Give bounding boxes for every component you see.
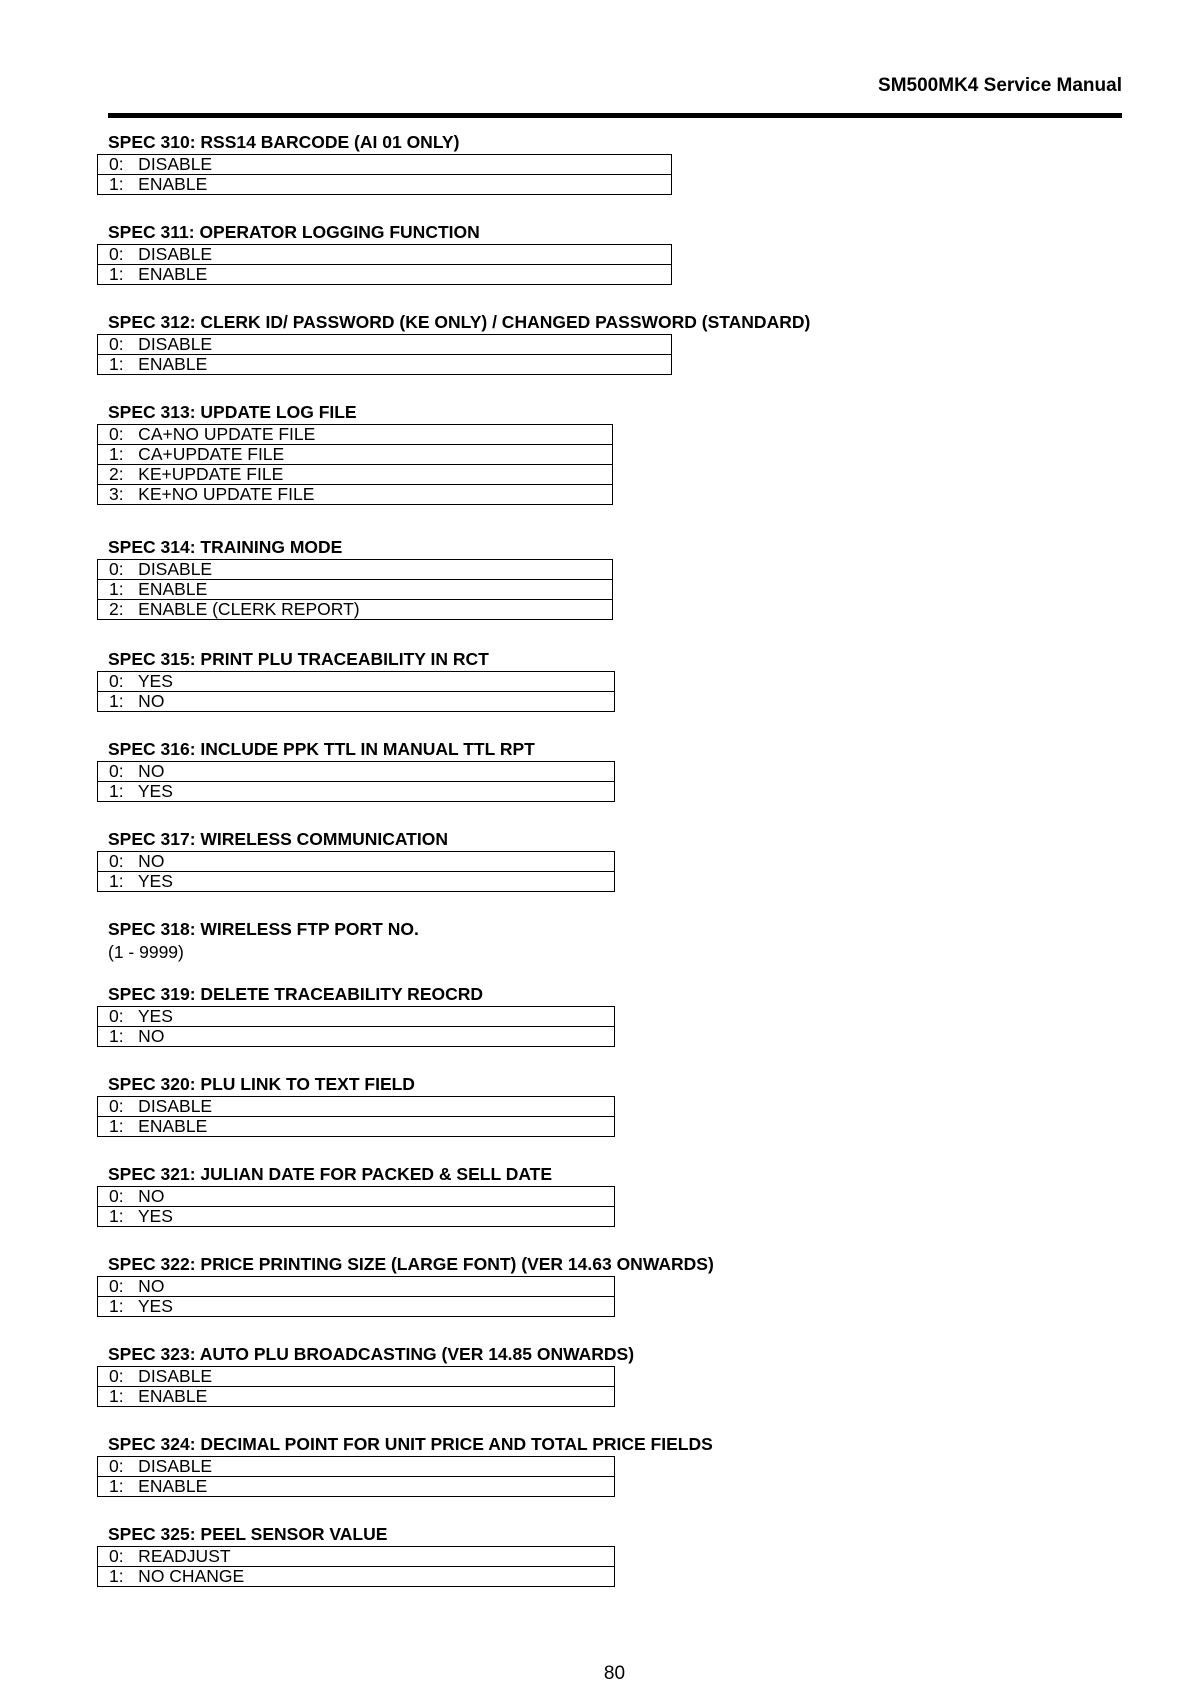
spec-block: [97, 739, 615, 802]
page-number: 80: [603, 1663, 626, 1684]
option-row: [98, 852, 615, 872]
option-value: 1: YES: [98, 782, 615, 802]
spec-title: SPEC 316: INCLUDE PPK TTL IN MANUAL TTL RPT: [108, 739, 535, 759]
spec-title: SPEC 312: CLERK ID/ PASSWORD (KE ONLY) / CHANGED PASSWORD (STANDARD): [108, 312, 811, 332]
option-row: [98, 580, 613, 600]
option-row: [98, 445, 613, 465]
spec-block: [97, 132, 672, 195]
options-table: [97, 559, 613, 620]
option-row: [98, 600, 613, 620]
option-value: 2: ENABLE (CLERK REPORT): [98, 600, 613, 620]
spec-title: SPEC 310: RSS14 BARCODE (AI 01 ONLY): [108, 132, 460, 152]
option-value: 0: READJUST: [98, 1547, 615, 1567]
spec-title: SPEC 321: JULIAN DATE FOR PACKED & SELL DATE: [108, 1164, 553, 1184]
spec-block: [97, 222, 672, 285]
option-row: [98, 1207, 615, 1227]
option-value: 0: YES: [98, 1007, 615, 1027]
option-value: 0: NO: [98, 1187, 615, 1207]
options-table: [97, 424, 613, 505]
spec-block: [97, 1074, 615, 1137]
option-row: [98, 1277, 615, 1297]
option-value: 1: ENABLE: [98, 1477, 615, 1497]
option-row: [98, 1117, 615, 1137]
option-value: 1: NO: [98, 692, 615, 712]
option-row: [98, 1457, 615, 1477]
options-table: [97, 1096, 615, 1137]
option-row: [98, 1477, 615, 1497]
spec-title: SPEC 323: AUTO PLU BROADCASTING (VER 14.85 ONWARDS): [108, 1344, 635, 1364]
option-value: 1: YES: [98, 1207, 615, 1227]
option-value: 0: NO: [98, 1277, 615, 1297]
options-table: [97, 1546, 615, 1587]
option-row: [98, 692, 615, 712]
option-row: [98, 335, 672, 355]
option-row: [98, 1097, 615, 1117]
spec-title: SPEC 313: UPDATE LOG FILE: [108, 402, 357, 422]
option-value: 0: DISABLE: [98, 560, 613, 580]
spec-title: SPEC 325: PEEL SENSOR VALUE: [108, 1524, 388, 1544]
spec-range: (1 - 9999): [108, 942, 184, 962]
spec-block: [97, 1344, 634, 1407]
option-row: [98, 485, 613, 505]
option-row: [98, 782, 615, 802]
option-row: [98, 872, 615, 892]
option-value: 0: DISABLE: [98, 1457, 615, 1477]
options-table: [97, 1456, 615, 1497]
option-row: [98, 1367, 615, 1387]
spec-block: [97, 402, 613, 505]
option-value: 0: DISABLE: [98, 245, 672, 265]
option-value: 1: YES: [98, 872, 615, 892]
option-row: [98, 155, 672, 175]
option-row: [98, 762, 615, 782]
spec-title: SPEC 322: PRICE PRINTING SIZE (LARGE FONT) (VER 14.63 ONWARDS): [108, 1254, 714, 1274]
option-value: 1: NO: [98, 1027, 615, 1047]
option-row: [98, 1187, 615, 1207]
spec-title: SPEC 314: TRAINING MODE: [108, 537, 343, 557]
spec-title: SPEC 318: WIRELESS FTP PORT NO.: [108, 919, 419, 939]
options-table: [97, 671, 615, 712]
options-table: [97, 761, 615, 802]
option-value: 3: KE+NO UPDATE FILE: [98, 485, 613, 505]
option-row: [98, 560, 613, 580]
option-row: [98, 1567, 615, 1587]
option-value: 2: KE+UPDATE FILE: [98, 465, 613, 485]
spec-block: [97, 1524, 615, 1587]
option-row: [98, 1027, 615, 1047]
option-value: 0: NO: [98, 852, 615, 872]
spec-block: [97, 984, 615, 1047]
options-table: [97, 154, 672, 195]
option-value: 0: YES: [98, 672, 615, 692]
option-value: 1: ENABLE: [98, 355, 672, 375]
spec-block: [97, 919, 419, 963]
option-value: 0: DISABLE: [98, 1097, 615, 1117]
option-value: 1: ENABLE: [98, 1117, 615, 1137]
option-row: [98, 1387, 615, 1407]
option-row: [98, 245, 672, 265]
option-row: [98, 465, 613, 485]
option-value: 1: ENABLE: [98, 175, 672, 195]
option-value: 0: DISABLE: [98, 335, 672, 355]
option-value: 0: DISABLE: [98, 1367, 615, 1387]
option-value: 0: DISABLE: [98, 155, 672, 175]
option-value: 1: ENABLE: [98, 1387, 615, 1407]
option-row: [98, 672, 615, 692]
option-row: [98, 175, 672, 195]
option-value: 1: CA+UPDATE FILE: [98, 445, 613, 465]
option-value: 1: ENABLE: [98, 580, 613, 600]
options-table: [97, 1366, 615, 1407]
option-value: 0: CA+NO UPDATE FILE: [98, 425, 613, 445]
option-row: [98, 1547, 615, 1567]
options-table: [97, 244, 672, 285]
spec-block: [97, 1164, 615, 1227]
spec-title: SPEC 319: DELETE TRACEABILITY REOCRD: [108, 984, 484, 1004]
spec-block: [97, 537, 613, 620]
option-row: [98, 1007, 615, 1027]
spec-block: [97, 1254, 714, 1317]
spec-title: SPEC 320: PLU LINK TO TEXT FIELD: [108, 1074, 415, 1094]
manual-title: SM500MK4 Service Manual: [878, 75, 1122, 96]
spec-title: SPEC 317: WIRELESS COMMUNICATION: [108, 829, 448, 849]
options-table: [97, 1186, 615, 1227]
spec-title: SPEC 324: DECIMAL POINT FOR UNIT PRICE AND TOTAL PRICE FIELDS: [108, 1434, 713, 1454]
options-table: [97, 1006, 615, 1047]
spec-block: [97, 312, 810, 375]
option-value: 1: ENABLE: [98, 265, 672, 285]
option-row: [98, 355, 672, 375]
options-table: [97, 851, 615, 892]
options-table: [97, 1276, 615, 1317]
option-row: [98, 1297, 615, 1317]
spec-block: [97, 649, 615, 712]
option-value: 0: NO: [98, 762, 615, 782]
option-value: 1: YES: [98, 1297, 615, 1317]
option-value: 1: NO CHANGE: [98, 1567, 615, 1587]
spec-block: [97, 829, 615, 892]
option-row: [98, 265, 672, 285]
spec-block: [97, 1434, 713, 1497]
spec-title: SPEC 311: OPERATOR LOGGING FUNCTION: [108, 222, 480, 242]
spec-title: SPEC 315: PRINT PLU TRACEABILITY IN RCT: [108, 649, 489, 669]
options-table: [97, 334, 672, 375]
option-row: [98, 425, 613, 445]
